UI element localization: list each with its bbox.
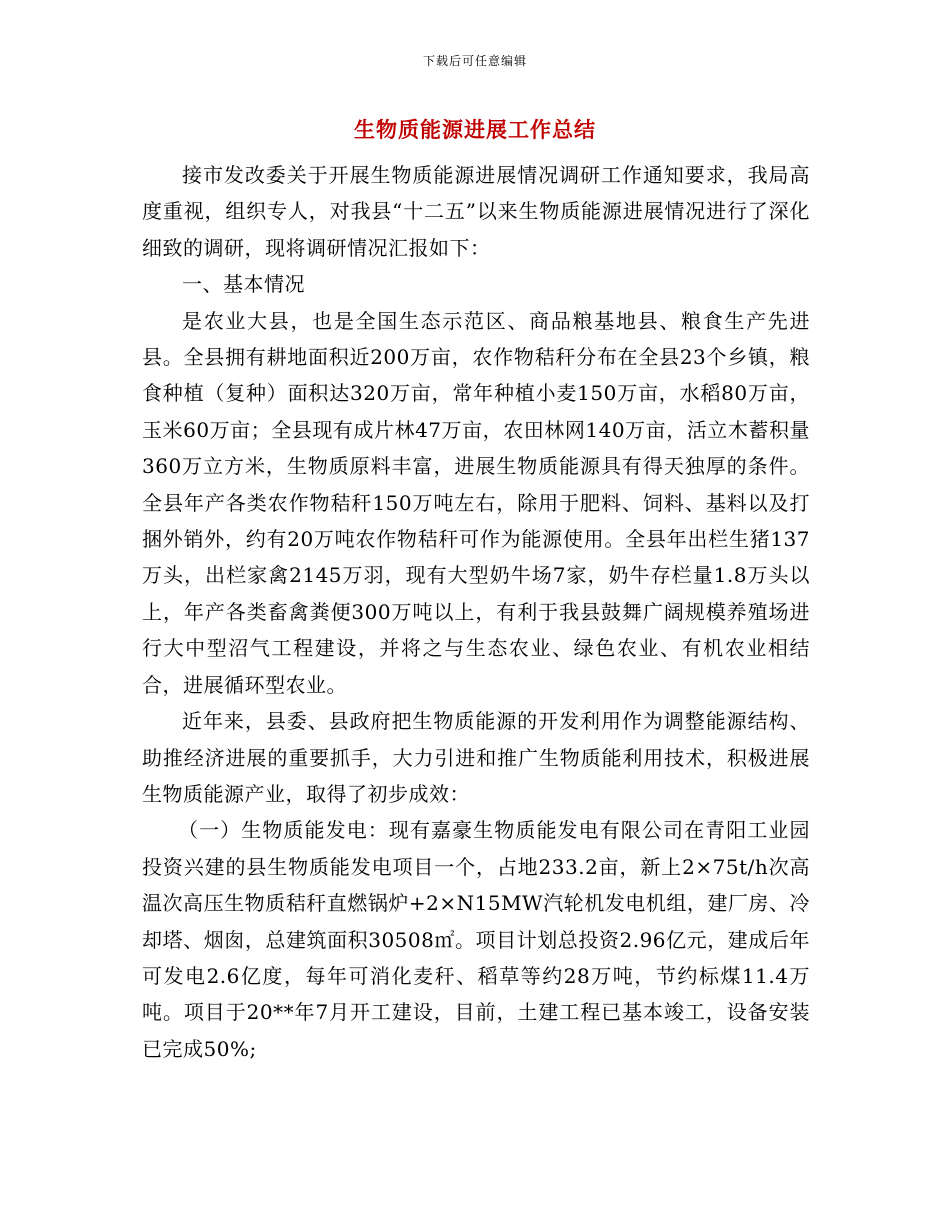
document-body [142, 157, 810, 1067]
paragraph-intro: 接市发改委关于开展生物质能源进展情况调研工作通知要求，我局高度重视，组织专人，对我县“十二五”以来生物质能源进展情况进行了深化细致的调研，现将调研情况汇报如下： [142, 163, 810, 260]
document-title: 生物质能源进展工作总结 [354, 117, 596, 142]
paragraph-basic-situation: 是农业大县，也是全国生态示范区、商品粮基地县、粮食生产先进县。全县拥有耕地面积近200万亩，农作物秸秆分布在全县23个乡镇，粮食种植（复种）面积达320万亩，常年种植小麦150万亩，水稻80万亩，玉米60万亩；全县现有成片林47万亩，农田林网140万亩，活立木蓄积量360万立方米，生物质原料丰富，进展生物质能源具有得天独厚的条件。全县年产各类农作物秸秆150万吨左右，除用于肥料、饲料、基料以及打捆外销外，约有20万吨农作物秸秆可作为能源使用。全县年出栏生猪137万头，出栏家禽2145万羽，现有大型奶牛场7家，奶牛存栏量1.8万头以上，年产各类畜禽粪便300万吨以上，有利于我县鼓舞广阔规模养殖场进行大中型沼气工程建设，并将之与生态农业、绿色农业、有机农业相结合，进展循环型农业。 [142, 308, 810, 697]
header-note: 下载后可任意编辑 [422, 54, 527, 68]
paragraph-biomass-power: （一）生物质能发电：现有嘉豪生物质能发电有限公司在青阳工业园投资兴建的县生物质能发电项目一个，占地233.2亩，新上2×75t/h次高温次高压生物质秸秆直燃锅炉+2×N15MW汽轮机发电机组，建厂房、冷却塔、烟囱，总建筑面积30508㎡。项目计划总投资2.96亿元，建成后年可发电2.6亿度，每年可消化麦秆、稻草等约28万吨，节约标煤11.4万吨。项目于20**年7月开工建设，目前，土建工程已基本竣工，设备安装已完成50%; [142, 818, 810, 1061]
paragraph-recent-years: 近年来，县委、县政府把生物质能源的开发利用作为调整能源结构、助推经济进展的重要抓手，大力引进和推广生物质能利用技术，积极进展生物质能源产业，取得了初步成效： [142, 709, 810, 806]
section-heading-basic-situation: 一、基本情况 [182, 272, 305, 297]
